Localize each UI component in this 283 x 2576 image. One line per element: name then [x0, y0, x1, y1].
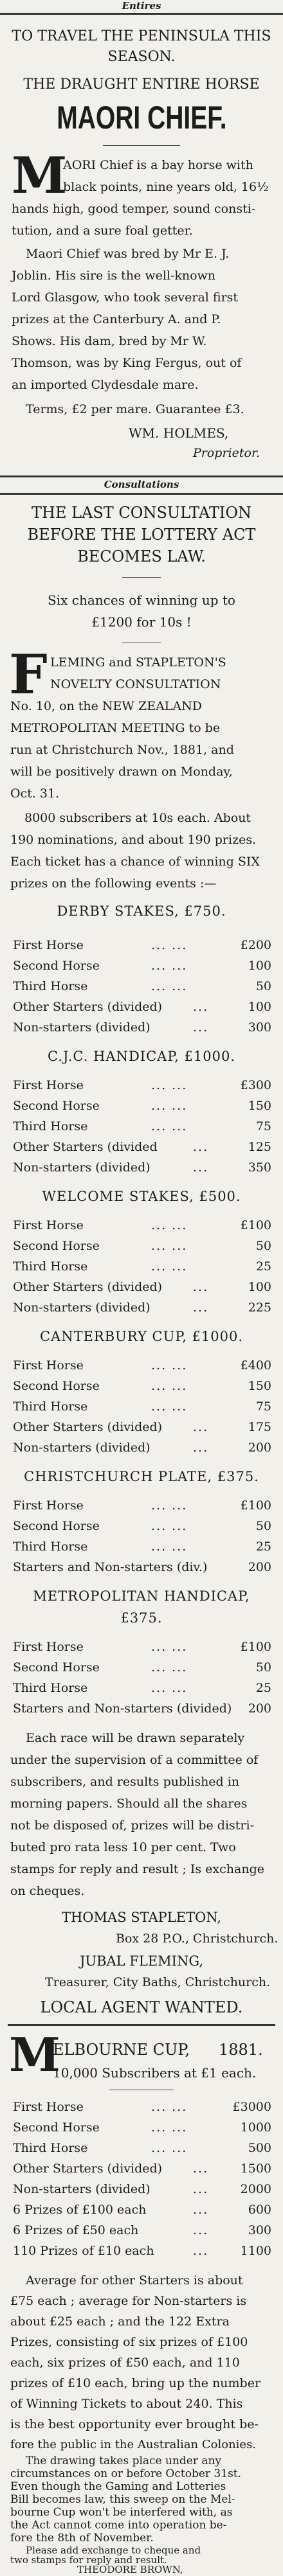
drop-cap: M: [9, 2027, 60, 2082]
body-line: Lord Glasgow, who took several first: [12, 290, 239, 305]
prize-section-title: C.J.C. HANDICAP, £1000.: [47, 1049, 236, 1064]
prize-label: Second Horse: [13, 1660, 100, 1674]
ad-title-line: BEFORE THE LOTTERY ACT: [27, 526, 256, 544]
prize-label: Non-starters (divided): [13, 1020, 151, 1035]
prize-label: First Horse: [13, 1640, 84, 1654]
notice-line: SEASON.: [107, 49, 176, 65]
prize-value: 350: [248, 1160, 271, 1175]
prize-value: 100: [248, 1000, 271, 1014]
prize-dots: ... ...: [151, 938, 188, 952]
prize-dots: ... ...: [151, 1681, 188, 1695]
body-line: each, six prizes of £50 each, and 110: [10, 2356, 240, 2370]
signature-role: Proprietor.: [193, 446, 260, 460]
prize-value: £3000: [232, 2100, 271, 2114]
body-line: Thomson, was by King Fergus, out of: [12, 356, 242, 370]
body-line: of Winning Tickets to about 240. This: [10, 2397, 243, 2411]
prize-value: 50: [255, 1239, 271, 1253]
prize-label: Third Horse: [13, 1119, 88, 1133]
intro-line: run at Christchurch Nov., 1881, and: [10, 743, 234, 757]
closing-line: under the supervision of a committee of: [10, 1753, 259, 1767]
closing-line: Each race will be drawn separately: [26, 1731, 245, 1745]
body-line: prizes of £10 each, bring up the number: [10, 2376, 261, 2390]
prize-label: Non-starters (divided): [13, 1160, 151, 1175]
prize-value: 175: [248, 1420, 271, 1434]
prize-dots: ... ...: [151, 959, 188, 973]
prize-label: Other Starters (divided): [13, 1280, 163, 1294]
prize-label: Other Starters (divided): [13, 2162, 163, 2176]
ad-title-line: THE LAST CONSULTATION: [32, 504, 251, 522]
prize-section-subtitle: £375.: [120, 1610, 163, 1626]
prize-dots: ... ...: [151, 1379, 188, 1393]
intro-line: No. 10, on the NEW ZEALAND: [10, 699, 202, 713]
horse-name-title: MAORI CHIEF.: [56, 100, 227, 136]
body-line: Even though the Gaming and Lotteries: [10, 2480, 226, 2493]
prize-value: 25: [255, 1681, 271, 1695]
closing-line: buted pro rata less 10 per cent. Two: [10, 1840, 236, 1854]
signature: JUBAL FLEMING,: [79, 1953, 204, 1969]
prize-label: First Horse: [13, 1078, 84, 1092]
prize-value: 150: [248, 1379, 271, 1393]
ad-separator-rule: [8, 2024, 275, 2026]
intro-line: Each ticket has a chance of winning SIX: [10, 855, 260, 869]
prize-value: 125: [248, 1140, 271, 1154]
prize-label: Second Horse: [13, 2120, 100, 2135]
prize-dots: ...: [193, 1160, 209, 1175]
prize-label: First Horse: [13, 1358, 84, 1372]
address-line: [167, 2565, 175, 2566]
prize-label: Other Starters (divided): [13, 1000, 163, 1014]
prize-value: 75: [255, 1399, 271, 1414]
prize-label: First Horse: [13, 938, 84, 952]
prize-value: 200: [248, 1701, 271, 1716]
signature: THEODORE BROWN,: [77, 2564, 183, 2575]
prize-label: First Horse: [13, 1498, 84, 1513]
signature-address: Treasurer, City Baths, Christchurch.: [45, 1975, 271, 1989]
prize-value: 25: [255, 1259, 271, 1274]
prize-dots: ... ...: [151, 1239, 188, 1253]
closing-line: morning papers. Should all the shares: [10, 1797, 248, 1811]
body-line: Please add exchange to cheque and: [26, 2545, 201, 2556]
prize-dots: ... ...: [151, 1519, 188, 1533]
body-line: AORI Chief is a bay horse with: [63, 158, 253, 172]
body-line: hands high, good temper, sound consti-: [12, 202, 256, 216]
prize-value: 50: [255, 1660, 271, 1674]
prize-label: Third Horse: [13, 1259, 88, 1274]
prize-dots: ...: [193, 1301, 209, 1315]
agent-wanted: LOCAL AGENT WANTED.: [40, 1998, 243, 2016]
prize-dots: ... ...: [151, 2100, 188, 2114]
prize-value: 75: [255, 1119, 271, 1133]
chances-line: £1200 for 10s !: [91, 614, 192, 630]
body-line: tution, and a sure foal getter.: [12, 224, 193, 238]
prize-value: 500: [248, 2141, 271, 2155]
address-line: [129, 2565, 137, 2566]
prize-label: Third Horse: [13, 979, 88, 993]
prize-dots: ...: [193, 2244, 209, 2258]
prize-dots: ...: [193, 1280, 209, 1294]
body-line: fore the public in the Australian Colonies.: [10, 2438, 257, 2451]
prize-label: Non-starters (divided): [13, 2182, 151, 2196]
prize-label: Second Horse: [13, 959, 100, 973]
prize-dots: ...: [193, 1000, 209, 1014]
prize-label: Starters and Non-starters (divided): [13, 1701, 232, 1716]
prize-dots: ... ...: [151, 2120, 188, 2135]
closing-line: subscribers, and results published in: [10, 1775, 240, 1789]
prize-dots: ... ...: [151, 1399, 188, 1414]
prize-label: Third Horse: [13, 1540, 88, 1554]
divider: [122, 577, 161, 578]
prize-dots: ...: [193, 1020, 209, 1035]
drop-cap: F: [9, 643, 48, 706]
chances-line: Six chances of winning up to: [48, 592, 235, 608]
intro-line: prizes on the following events :—: [10, 876, 217, 891]
prize-dots: ...: [193, 1441, 209, 1455]
prize-dots: ...: [193, 2203, 209, 2217]
prize-label: Third Horse: [13, 1681, 88, 1695]
divider: [103, 145, 180, 146]
intro-line: Oct. 31.: [10, 786, 60, 801]
intro-line: NOVELTY CONSULTATION: [50, 677, 221, 691]
prize-section-title: METROPOLITAN HANDICAP,: [33, 1588, 250, 1604]
prize-section-title: CANTERBURY CUP, £1000.: [39, 1329, 244, 1344]
prize-value: £200: [240, 938, 271, 952]
prize-dots: ... ...: [151, 1498, 188, 1513]
body-line: £75 each ; average for Non-starters is: [10, 2294, 247, 2308]
prize-dots: ... ...: [151, 1660, 188, 1674]
prize-dots: ... ...: [151, 1099, 188, 1113]
prize-label: 110 Prizes of £10 each: [13, 2244, 154, 2258]
prize-dots: ...: [193, 1140, 209, 1154]
body-line: circumstances on or before October 31st.: [10, 2467, 242, 2480]
prize-value: 200: [248, 1560, 271, 1574]
closing-line: stamps for reply and result ; Is exchange: [10, 1862, 264, 1876]
prize-dots: ... ...: [151, 2141, 188, 2155]
prize-dots: ... ...: [151, 979, 188, 993]
drop-cap: M: [12, 147, 68, 205]
body-line: about £25 each ; and the 122 Extra: [10, 2314, 230, 2329]
prize-section-title: WELCOME STAKES, £500.: [42, 1189, 241, 1204]
intro-line: will be positively drawn on Monday,: [10, 765, 233, 779]
body-line: Bill becomes law, this sweep on the Mel-: [10, 2493, 235, 2506]
body-line: Prizes, consisting of six prizes of £100: [10, 2335, 248, 2349]
prize-label: Second Horse: [13, 1379, 100, 1393]
prize-label: First Horse: [13, 2100, 84, 2114]
prize-value: 1100: [240, 2244, 271, 2258]
prize-label: Second Horse: [13, 1099, 100, 1113]
body-line: an imported Clydesdale mare.: [12, 378, 199, 392]
prize-section-title: CHRISTCHURCH PLATE, £375.: [24, 1469, 259, 1484]
prize-dots: ... ...: [151, 1259, 188, 1274]
prize-dots: ... ...: [151, 1119, 188, 1133]
prize-dots: ...: [193, 1420, 209, 1434]
prize-value: 2000: [240, 2182, 271, 2196]
prize-label: 6 Prizes of £100 each: [13, 2203, 147, 2217]
prize-value: 300: [248, 2223, 271, 2237]
prize-value: £400: [240, 1358, 271, 1372]
prize-dots: ... ...: [151, 1358, 188, 1372]
trailing-fragment: [193, 2565, 194, 2566]
prize-dots: ...: [193, 2223, 209, 2237]
prize-dots: ... ...: [151, 1218, 188, 1232]
prize-value: 1000: [240, 2120, 271, 2135]
prize-label: Other Starters (divided): [13, 1420, 163, 1434]
body-line: Maori Chief was bred by Mr E. J.: [26, 247, 230, 261]
prize-value: £100: [240, 1640, 271, 1654]
prize-value: £100: [240, 1498, 271, 1513]
prize-label: Third Horse: [13, 1399, 88, 1414]
ad-heading: THE DRAUGHT ENTIRE HORSE: [23, 76, 260, 93]
ad-title-line: BECOMES LAW.: [77, 547, 206, 565]
body-line: two stamps for reply and result.: [10, 2554, 167, 2566]
prize-label: Non-starters (divided): [13, 1441, 151, 1455]
prize-value: 200: [248, 1441, 271, 1455]
prize-label: 6 Prizes of £50 each: [13, 2223, 139, 2237]
prize-label: Second Horse: [13, 1519, 100, 1533]
prize-dots: ...: [193, 2162, 209, 2176]
prize-label: Other Starters (divided: [13, 1140, 158, 1154]
body-line: bourne Cup won't be interfered with, as: [10, 2506, 233, 2519]
terms-line: Terms, £2 per mare. Guarantee £3.: [26, 402, 244, 416]
body-line: black points, nine years old, 16½: [63, 180, 269, 194]
address-line: [154, 2565, 155, 2566]
intro-line: LEMING and STAPLETON'S: [50, 655, 226, 670]
body-line: Shows. His dam, bred by Mr W.: [12, 334, 207, 348]
body-line: The drawing takes place under any: [26, 2455, 222, 2467]
subscribers-line: 10,000 Subscribers at £1 each.: [53, 2065, 257, 2081]
prize-value: 100: [248, 959, 271, 973]
prize-dots: ... ...: [151, 1078, 188, 1092]
prize-section-title: DERBY STAKES, £750.: [57, 903, 226, 919]
ad-year: 1881.: [219, 2041, 263, 2059]
body-line: prizes at the Canterbury A. and P.: [12, 312, 221, 326]
category-heading-entires: Entires: [0, 0, 283, 15]
prize-label: First Horse: [13, 1218, 84, 1232]
prize-label: Second Horse: [13, 1239, 100, 1253]
prize-value: 50: [255, 979, 271, 993]
notice-line: TO TRAVEL THE PENINSULA THIS: [12, 28, 271, 44]
prize-value: £100: [240, 1218, 271, 1232]
prize-value: 300: [248, 1020, 271, 1035]
prize-value: 25: [255, 1540, 271, 1554]
signature: THOMAS STAPLETON,: [61, 1910, 221, 1925]
prize-label: Third Horse: [13, 2141, 88, 2155]
intro-line: METROPOLITAN MEETING to be: [10, 721, 221, 735]
closing-line: not be disposed of, prizes will be distri-: [10, 1818, 255, 1833]
prize-dots: ...: [193, 2182, 209, 2196]
signature-address: Box 28 P.O., Christchurch.: [116, 1932, 278, 1946]
body-line: Joblin. His sire is the well-known: [12, 269, 216, 283]
body-line: fore the 8th of November.: [10, 2532, 154, 2545]
prize-value: 50: [255, 1519, 271, 1533]
prize-value: 150: [248, 1099, 271, 1113]
category-heading-consultations: Consultations: [0, 475, 283, 495]
prize-label: Non-starters (divided): [13, 1301, 151, 1315]
closing-line: on cheques.: [10, 1884, 85, 1898]
prize-value: 600: [248, 2203, 271, 2217]
intro-line: 8000 subscribers at 10s each. About: [24, 811, 251, 825]
ad-title: ELBOURNE CUP,: [53, 2041, 190, 2059]
intro-line: 190 nominations, and about 190 prizes.: [10, 833, 257, 847]
signature: WM. HOLMES,: [129, 425, 229, 441]
body-line: is the best opportunity ever brought be-: [10, 2417, 259, 2431]
prize-value: £300: [240, 1078, 271, 1092]
prize-label: Starters and Non-starters (div.): [13, 1560, 208, 1574]
body-line: Average for other Starters is about: [26, 2273, 243, 2287]
body-line: the Act cannot come into operation be-: [10, 2519, 227, 2532]
prize-value: 225: [248, 1301, 271, 1315]
prize-dots: ... ...: [151, 1640, 188, 1654]
prize-value: 1500: [240, 2162, 271, 2176]
prize-dots: ... ...: [151, 1540, 188, 1554]
prize-value: 100: [248, 1280, 271, 1294]
